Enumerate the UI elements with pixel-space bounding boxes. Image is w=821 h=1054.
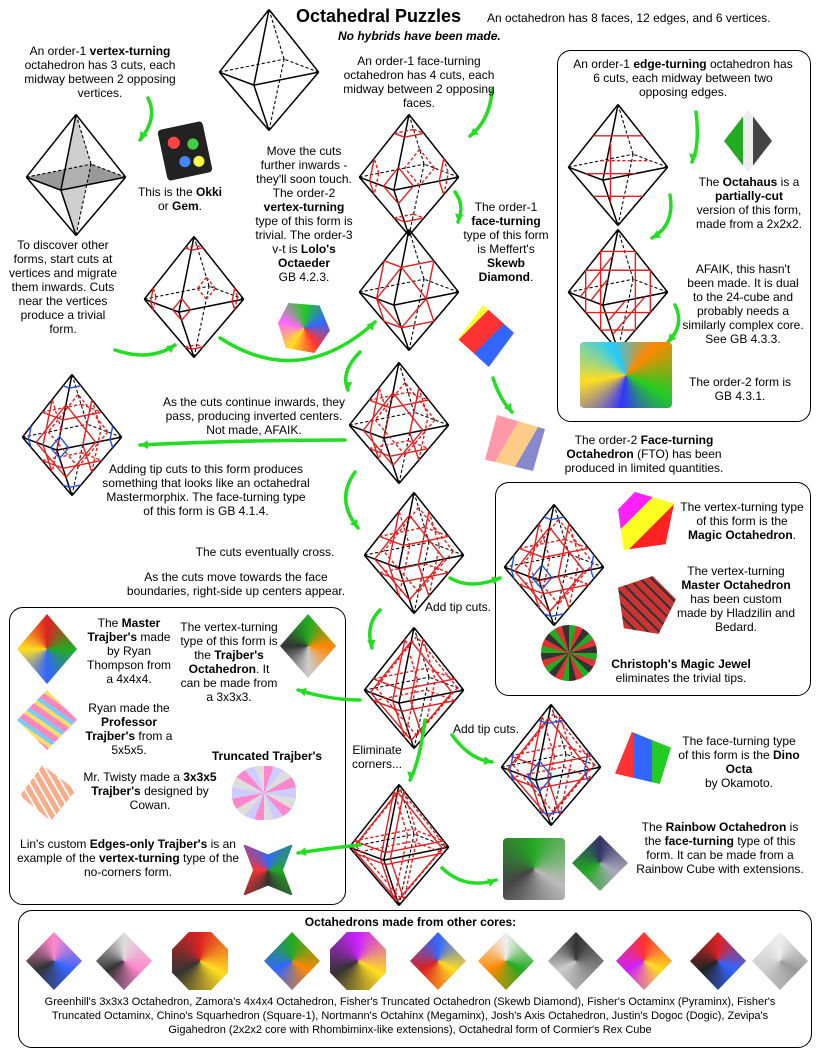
discover-note: To discover other forms, start cuts at vertices and migrate them inwards. Cuts near the vertices produce a trivial form. bbox=[8, 238, 118, 336]
octahaus-note: The Octahaus is a partially-cut version of this form, made from a 2x2x2. bbox=[695, 175, 803, 231]
move-towards-note: As the cuts move towards the face boundaries, right-side up centers appear. bbox=[126, 570, 346, 598]
magic-jewel-note: Christoph's Magic Jewel eliminates the trivial tips. bbox=[611, 657, 751, 685]
professor-trajber-note: Ryan made the Professor Trajber's from a 5x5x5. bbox=[85, 701, 173, 757]
3x3x5-trajber-note: Mr. Twisty made a 3x3x5 Trajber's designed by Cowan. bbox=[83, 770, 217, 812]
master-trajber-note: The Master Trajber's made by Ryan Thompson from a 4x4x4. bbox=[86, 616, 172, 686]
magic-octahedron-note: The vertex-turning type of this form is the Magic Octahedron. bbox=[680, 500, 804, 542]
subtitle: No hybrids have been made. bbox=[338, 29, 501, 43]
truncated-trajber-label: Truncated Trajber's bbox=[211, 749, 323, 763]
eliminate-note: Eliminate corners... bbox=[351, 743, 402, 771]
truncated-trajber-puzzle bbox=[232, 766, 296, 820]
add-tip-cuts-1: Add tip cuts. bbox=[424, 600, 492, 614]
edge-order2-puzzle bbox=[580, 342, 672, 408]
move-cuts-note: Move the cuts further inwards - they'll soon touch. The order-2 vertex-turning type of this form is trivial. The order-3 v-t is Lolo's Octaeder GB 4.2.3. bbox=[255, 144, 353, 284]
magic-jewel-puzzle bbox=[541, 625, 597, 681]
face-order1-note: An order-1 face-turning octahedron has 4 cuts, each midway between 2 opposing faces. bbox=[343, 54, 495, 110]
other-core-puzzle bbox=[172, 932, 228, 990]
skewb-note: The order-1 face-turning type of this form is Meffert's Skewb Diamond. bbox=[463, 200, 549, 284]
rainbow-note: The Rainbow Octahedron is the face-turning type of this form. It can be made from a Rainbow Cube with extensions. bbox=[636, 820, 804, 876]
other-cores-description: Greenhill's 3x3x3 Octahedron, Zamora's 4x4x4 Octahedron, Fisher's Truncated Octahedron (Skewb Diamond), Fisher's Octaminx (Pyraminx), Fisher's Truncated Octaminx, Chino's Squarhedron (Square-1), Nortmann's Octahinx (Megaminx), Josh's Axis Octahedron, Justin's Dogoc (Dogic), Zevipa's Gigahedron (2x2x2 core with Rhombiminx-like extensions), Octahedral form of Cormier's Rex Cube bbox=[44, 996, 776, 1036]
tip-cuts-note: Adding tip cuts to this form produces something that looks like an octahedral Mastermorphix. The face-turning type of this form is GB 4.1.4. bbox=[102, 462, 310, 518]
page-title: Octahedral Puzzles bbox=[296, 6, 462, 26]
lin-trajber-note: Lin's custom Edges-only Trajber's is an example of the vertex-turning type of the no-corners form. bbox=[16, 837, 240, 879]
fto-note: The order-2 Face-turning Octahedron (FTO) has been produced in limited quantities. bbox=[564, 433, 724, 475]
eventually-cross-note: The cuts eventually cross. bbox=[195, 545, 335, 559]
intro-text: An octahedron has 8 faces, 12 edges, and 6 vertices. bbox=[487, 11, 771, 25]
master-octahedron-note: The vertex-turning Master Octahedron has been custom made by Hladzilin and Bedard. bbox=[676, 564, 796, 634]
other-core-puzzle bbox=[330, 932, 386, 990]
continue-cuts-note: As the cuts continue inwards, they pass, producing inverted centers. Not made, AFAIK. bbox=[162, 395, 346, 437]
other-cores-label: Octahedrons made from other cores: bbox=[304, 915, 517, 929]
trajbers-octahedron-note: The vertex-turning type of this form is the Trajber's Octahedron. It can be made from a 3x3x3. bbox=[180, 620, 278, 704]
add-tip-cuts-2: Add tip cuts. bbox=[452, 722, 520, 736]
vertex-order1-note: An order-1 vertex-turning octahedron has 3 cuts, each midway between 2 opposing vertices. bbox=[24, 44, 176, 100]
okki-note: This is the Okki or Gem. bbox=[137, 185, 223, 213]
dino-note: The face-turning type of this form is the Dino Octa by Okamoto. bbox=[678, 734, 800, 790]
edge-order1-note: An order-1 edge-turning octahedron has 6 cuts, each midway between two opposing edges. bbox=[573, 57, 793, 99]
afaik-note: AFAIK, this hasn't been made. It is dual to the 24-cube and probably needs a similarly complex core. See GB 4.3.3. bbox=[682, 262, 804, 346]
rainbow-octahedron-puzzle-1 bbox=[503, 838, 565, 900]
edge-order2-note: The order-2 form is GB 4.3.1. bbox=[688, 375, 792, 403]
